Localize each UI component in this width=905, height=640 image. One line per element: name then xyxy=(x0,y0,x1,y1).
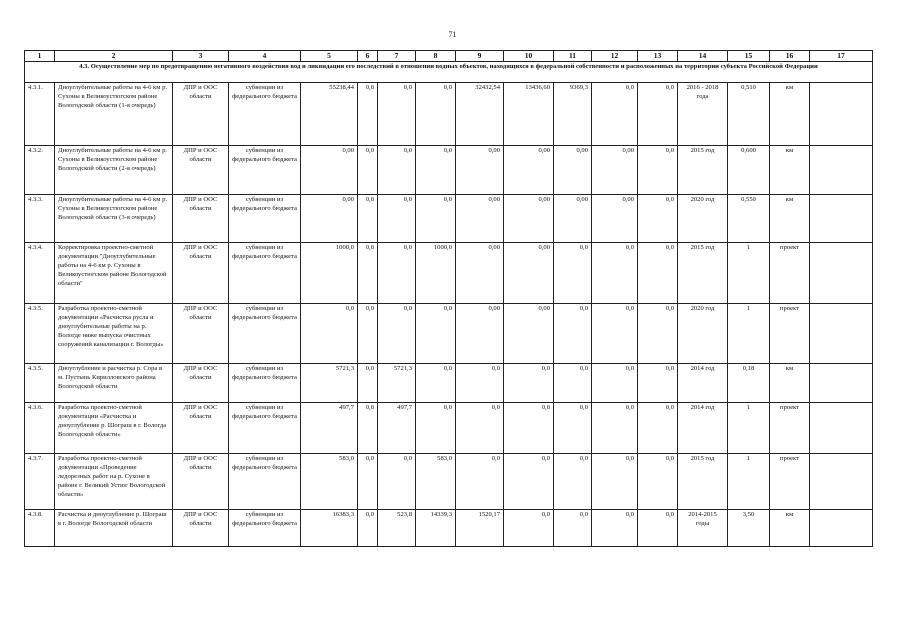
header-cell: 7 xyxy=(378,51,416,62)
header-cell: 16 xyxy=(770,51,810,62)
row-c10: 0,0 xyxy=(504,403,554,454)
row-id: 4.3.8. xyxy=(25,510,55,547)
row-source: субвенции из федерального бюджета xyxy=(229,403,301,454)
row-quantity: 1 xyxy=(728,454,770,510)
row-period: 2014 год xyxy=(678,403,728,454)
row-c8: 0,0 xyxy=(416,195,456,243)
header-cell: 9 xyxy=(456,51,504,62)
row-quantity: 0,600 xyxy=(728,146,770,195)
row-name: Дноуглубительные работы на 4-6 км р. Сухоны в Великоустюгском районе Вологодской области (1-я очередь) xyxy=(55,83,173,146)
row-name: Расчистка и дноуглубление р. Шограш в г. Вологде Вологодской области xyxy=(55,510,173,547)
row-quantity: 0,18 xyxy=(728,364,770,403)
row-id: 4.3.2. xyxy=(25,146,55,195)
row-c7: 523,8 xyxy=(378,510,416,547)
row-c13: 0,0 xyxy=(638,454,678,510)
row-c17 xyxy=(810,83,873,146)
row-c9: 0,00 xyxy=(456,146,504,195)
row-period: 2014-2015 годы xyxy=(678,510,728,547)
row-unit: км xyxy=(770,364,810,403)
row-c9: 32432,54 xyxy=(456,83,504,146)
header-cell: 13 xyxy=(638,51,678,62)
row-source: субвенции из федерального бюджета xyxy=(229,454,301,510)
row-c12: 0,00 xyxy=(592,146,638,195)
row-unit: км xyxy=(770,510,810,547)
row-c9: 0,00 xyxy=(456,304,504,364)
header-cell: 3 xyxy=(173,51,229,62)
page-number: 71 xyxy=(448,30,457,39)
row-period: 2020 год xyxy=(678,195,728,243)
row-period: 2015 год xyxy=(678,243,728,304)
row-total: 583,0 xyxy=(301,454,358,510)
row-c10: 0,00 xyxy=(504,146,554,195)
row-total: 16383,3 xyxy=(301,510,358,547)
row-total: 1000,0 xyxy=(301,243,358,304)
row-c7: 0,0 xyxy=(378,304,416,364)
header-cell: 17 xyxy=(810,51,873,62)
row-source: субвенции из федерального бюджета xyxy=(229,83,301,146)
row-source: субвенции из федерального бюджета xyxy=(229,510,301,547)
row-org: ДПР и ООС области xyxy=(173,304,229,364)
row-c12: 0,0 xyxy=(592,454,638,510)
row-org: ДПР и ООС области xyxy=(173,83,229,146)
row-name: Разработка проектно-сметной документации «Проведение ледорезных работ на р. Сухоне в районе г. Великий Устюг Вологодской области» xyxy=(55,454,173,510)
header-cell: 15 xyxy=(728,51,770,62)
row-c6: 0,0 xyxy=(358,243,378,304)
row-c17 xyxy=(810,195,873,243)
row-c17 xyxy=(810,364,873,403)
row-period: 2014 год xyxy=(678,364,728,403)
row-c12: 0,0 xyxy=(592,403,638,454)
row-name: Дноуглубительные работы на 4-6 км р. Сухоны в Великоустюгском районе Вологодской области (3-я очередь) xyxy=(55,195,173,243)
row-c6: 0,0 xyxy=(358,146,378,195)
row-c10: 0,0 xyxy=(504,510,554,547)
row-c12: 0,0 xyxy=(592,510,638,547)
row-unit: проект xyxy=(770,243,810,304)
row-total: 5721,3 xyxy=(301,364,358,403)
row-c7: 5721,3 xyxy=(378,364,416,403)
row-org: ДПР и ООС области xyxy=(173,510,229,547)
row-total: 0,00 xyxy=(301,146,358,195)
row-c12: 0,0 xyxy=(592,304,638,364)
row-c11: 0,0 xyxy=(554,510,592,547)
row-total: 55238,44 xyxy=(301,83,358,146)
row-c11: 0,0 xyxy=(554,454,592,510)
table-row xyxy=(25,243,873,304)
row-org: ДПР и ООС области xyxy=(173,454,229,510)
row-id: 4.3.4. xyxy=(25,243,55,304)
row-c7: 497,7 xyxy=(378,403,416,454)
row-id: 4.3.6. xyxy=(25,403,55,454)
row-c17 xyxy=(810,403,873,454)
row-c8: 0,0 xyxy=(416,403,456,454)
row-org: ДПР и ООС области xyxy=(173,364,229,403)
row-c17 xyxy=(810,454,873,510)
row-c9: 0,0 xyxy=(456,454,504,510)
row-c8: 583,0 xyxy=(416,454,456,510)
row-quantity: 0,510 xyxy=(728,83,770,146)
row-c17 xyxy=(810,510,873,547)
row-unit: проект xyxy=(770,454,810,510)
row-org: ДПР и ООС области xyxy=(173,243,229,304)
row-c8: 0,0 xyxy=(416,304,456,364)
header-cell: 4 xyxy=(229,51,301,62)
row-c11: 0,0 xyxy=(554,243,592,304)
row-c17 xyxy=(810,243,873,304)
row-quantity: 1 xyxy=(728,304,770,364)
row-c13: 0,0 xyxy=(638,403,678,454)
row-id: 4.3.3. xyxy=(25,195,55,243)
section-title: 4.3. Осуществление мер по предотвращению негативного воздействия вод и ликвидации его последствий в отношении водных объектов, находящихся в федеральной собственности и расположенных на территории субъекта Российской Федерации xyxy=(25,62,873,83)
row-unit: км xyxy=(770,83,810,146)
row-name: Разработка проектно-сметной документации «Расчистка русла и дноуглубительные работы на р. Вологде ниже выпуска очистных сооружений канализации г. Вологды» xyxy=(55,304,173,364)
header-cell: 14 xyxy=(678,51,728,62)
row-name: Разработка проектно-сметной документации «Расчистка и дноуглубление р. Шограш в г. Вологда Вологодской области» xyxy=(55,403,173,454)
row-total: 0,00 xyxy=(301,195,358,243)
row-c12: 0,0 xyxy=(592,83,638,146)
row-name: Дноуглубление и расчистка р. Сора в м. Пустынь Кирилловского района Вологодской области xyxy=(55,364,173,403)
row-c12: 0,00 xyxy=(592,195,638,243)
row-name: Корректировка проектно-сметной документации "Дноуглубительные работы на 4-6 км р. Сухоны в Великоустюгском районе Вологодской области" xyxy=(55,243,173,304)
row-c9: 0,0 xyxy=(456,403,504,454)
row-id: 4.3.7. xyxy=(25,454,55,510)
row-c7: 0,0 xyxy=(378,83,416,146)
row-org: ДПР и ООС области xyxy=(173,195,229,243)
row-c13: 0,0 xyxy=(638,146,678,195)
row-c17 xyxy=(810,304,873,364)
row-source: субвенции из федерального бюджета xyxy=(229,146,301,195)
table-row xyxy=(25,195,873,243)
row-org: ДПР и ООС области xyxy=(173,403,229,454)
row-c13: 0,0 xyxy=(638,195,678,243)
row-c10: 0,0 xyxy=(504,454,554,510)
row-c8: 0,0 xyxy=(416,364,456,403)
header-cell: 1 xyxy=(25,51,55,62)
row-source: субвенции из федерального бюджета xyxy=(229,243,301,304)
row-total: 0,0 xyxy=(301,304,358,364)
section-row xyxy=(25,62,873,83)
row-c11: 0,00 xyxy=(554,195,592,243)
row-org: ДПР и ООС области xyxy=(173,146,229,195)
row-c8: 0,0 xyxy=(416,146,456,195)
row-period: 2015 год xyxy=(678,454,728,510)
row-quantity: 3,50 xyxy=(728,510,770,547)
row-c17 xyxy=(810,146,873,195)
row-c7: 0,0 xyxy=(378,454,416,510)
table-row xyxy=(25,510,873,547)
table-row xyxy=(25,83,873,146)
row-c10: 0,00 xyxy=(504,243,554,304)
row-c7: 0,0 xyxy=(378,146,416,195)
program-table xyxy=(24,50,873,547)
header-cell: 6 xyxy=(358,51,378,62)
header-cell: 10 xyxy=(504,51,554,62)
row-c11: 9369,3 xyxy=(554,83,592,146)
table-row xyxy=(25,403,873,454)
row-id: 4.3.5. xyxy=(25,304,55,364)
row-unit: проект xyxy=(770,403,810,454)
header-cell: 11 xyxy=(554,51,592,62)
row-c12: 0,0 xyxy=(592,364,638,403)
table-row xyxy=(25,454,873,510)
row-unit: проект xyxy=(770,304,810,364)
row-c8: 0,0 xyxy=(416,83,456,146)
row-c10: 0,0 xyxy=(504,364,554,403)
row-c11: 0,0 xyxy=(554,304,592,364)
row-period: 2020 год xyxy=(678,304,728,364)
row-c13: 0,0 xyxy=(638,510,678,547)
header-cell: 2 xyxy=(55,51,173,62)
row-c7: 0,0 xyxy=(378,243,416,304)
row-quantity: 0,550 xyxy=(728,195,770,243)
row-c10: 0,00 xyxy=(504,195,554,243)
row-c8: 14339,3 xyxy=(416,510,456,547)
row-c6: 0,0 xyxy=(358,364,378,403)
row-c9: 0,00 xyxy=(456,195,504,243)
row-c13: 0,0 xyxy=(638,243,678,304)
row-id: 4.3.1. xyxy=(25,83,55,146)
row-quantity: 1 xyxy=(728,243,770,304)
row-c10: 0,00 xyxy=(504,304,554,364)
row-c12: 0,0 xyxy=(592,243,638,304)
row-source: субвенции из федерального бюджета xyxy=(229,195,301,243)
row-c11: 0,0 xyxy=(554,403,592,454)
table-row xyxy=(25,304,873,364)
header-row xyxy=(25,51,873,62)
row-c9: 1520,17 xyxy=(456,510,504,547)
row-source: субвенции из федерального бюджета xyxy=(229,304,301,364)
row-period: 2016 - 2018 года xyxy=(678,83,728,146)
row-name: Дноуглубительные работы на 4-6 км р. Сухоны в Великоустюгском районе Вологодской области (2-я очередь) xyxy=(55,146,173,195)
row-quantity: 1 xyxy=(728,403,770,454)
row-c11: 0,0 xyxy=(554,364,592,403)
row-c10: 13436,60 xyxy=(504,83,554,146)
row-c6: 0,0 xyxy=(358,195,378,243)
row-c8: 1000,0 xyxy=(416,243,456,304)
row-total: 497,7 xyxy=(301,403,358,454)
row-source: субвенции из федерального бюджета xyxy=(229,364,301,403)
row-unit: км xyxy=(770,195,810,243)
header-cell: 8 xyxy=(416,51,456,62)
row-c6: 0,0 xyxy=(358,83,378,146)
row-id: 4.3.5. xyxy=(25,364,55,403)
row-c11: 0,00 xyxy=(554,146,592,195)
row-unit: км xyxy=(770,146,810,195)
row-c6: 0,0 xyxy=(358,403,378,454)
row-c6: 0,0 xyxy=(358,454,378,510)
row-period: 2015 год xyxy=(678,146,728,195)
row-c9: 0,00 xyxy=(456,243,504,304)
header-cell: 12 xyxy=(592,51,638,62)
row-c6: 0,0 xyxy=(358,510,378,547)
row-c13: 0,0 xyxy=(638,304,678,364)
row-c13: 0,0 xyxy=(638,364,678,403)
row-c9: 0,0 xyxy=(456,364,504,403)
header-cell: 5 xyxy=(301,51,358,62)
row-c6: 0,0 xyxy=(358,304,378,364)
table-row xyxy=(25,364,873,403)
row-c7: 0,0 xyxy=(378,195,416,243)
row-c13: 0,0 xyxy=(638,83,678,146)
table-row xyxy=(25,146,873,195)
